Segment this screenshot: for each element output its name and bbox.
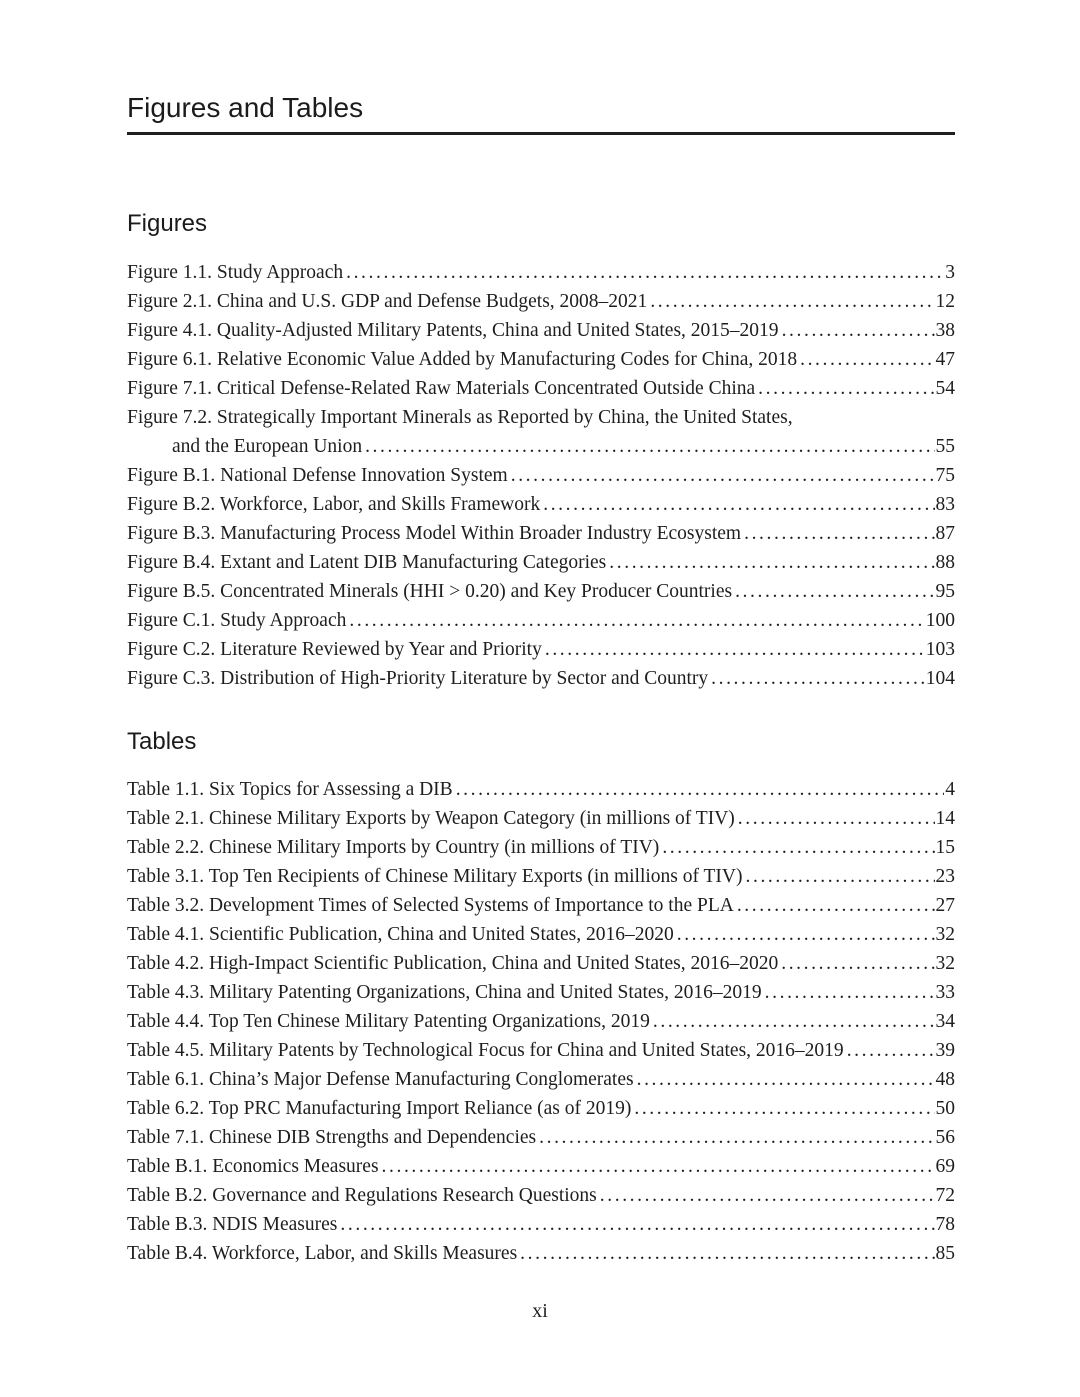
toc-entry-page-number: 54	[935, 378, 955, 399]
dot-leader	[349, 606, 924, 635]
toc-entry	[127, 548, 955, 577]
toc-entry-page-number: 75	[935, 465, 955, 486]
toc-entry	[127, 775, 955, 804]
page-title: Figures and Tables	[127, 92, 364, 123]
dot-leader	[847, 1036, 935, 1065]
toc-entry	[127, 461, 955, 490]
toc-entry	[127, 432, 955, 461]
toc-entry	[127, 1065, 955, 1094]
toc-entry	[127, 577, 955, 606]
toc-entry-page-number: 34	[935, 1011, 955, 1032]
toc-entry	[127, 804, 955, 833]
dot-leader	[744, 519, 934, 548]
toc-entry-page-number: 78	[935, 1214, 955, 1235]
toc-entry	[127, 891, 955, 920]
toc-entry-text: Figure C.3. Distribution of High-Priority Literature by Sector and Country	[127, 668, 709, 689]
toc-entry-text: Table B.2. Governance and Regulations Research Questions	[127, 1185, 597, 1206]
dot-leader	[520, 1239, 934, 1268]
toc-entry	[127, 490, 955, 519]
toc-entry-text: Figure B.2. Workforce, Labor, and Skills Framework	[127, 494, 541, 515]
title-rule	[127, 132, 955, 135]
toc-entry	[127, 374, 955, 403]
dot-leader	[746, 862, 935, 891]
figures-heading: Figures	[127, 210, 208, 237]
toc-entry-text: Table 3.1. Top Ten Recipients of Chinese Military Exports (in millions of TIV)	[127, 866, 743, 887]
toc-entry-text: Table B.1. Economics Measures	[127, 1156, 379, 1177]
dot-leader	[539, 1123, 934, 1152]
toc-entry-page-number: 85	[935, 1243, 955, 1264]
toc-entry-text: Table 3.2. Development Times of Selected Systems of Importance to the PLA	[127, 895, 734, 916]
dot-leader	[737, 891, 935, 920]
toc-entry-text: Figure C.1. Study Approach	[127, 610, 347, 631]
toc-entry-page-number: 15	[935, 837, 955, 858]
toc-entry-page-number: 88	[935, 552, 955, 573]
toc-entry	[127, 833, 955, 862]
page-content	[127, 0, 955, 1268]
toc-entry	[127, 978, 955, 1007]
toc-entry-text: Figure 1.1. Study Approach	[127, 262, 344, 283]
toc-entry-text: Figure 7.1. Critical Defense-Related Raw Materials Concentrated Outside China	[127, 378, 756, 399]
dot-leader	[758, 374, 934, 403]
toc-entry	[127, 287, 955, 316]
toc-entry-text: Figure 2.1. China and U.S. GDP and Defense Budgets, 2008–2021	[127, 291, 648, 312]
tables-heading: Tables	[127, 728, 197, 755]
toc-entry-text: Figure B.3. Manufacturing Process Model Within Broader Industry Ecosystem	[127, 523, 742, 544]
dot-leader	[765, 978, 935, 1007]
toc-entry-page-number: 55	[935, 436, 955, 457]
toc-entry-text: Figure 6.1. Relative Economic Value Added by Manufacturing Codes for China, 2018	[127, 349, 798, 370]
toc-entry-page-number: 72	[935, 1185, 955, 1206]
page-number: xi	[532, 1300, 548, 1322]
dot-leader	[650, 287, 934, 316]
toc-entry-text: Figure B.1. National Defense Innovation System	[127, 465, 508, 486]
toc-entry-page-number: 100	[925, 610, 955, 631]
toc-entry-page-number: 33	[935, 982, 955, 1003]
toc-entry	[127, 635, 955, 664]
toc-entry	[127, 316, 955, 345]
toc-entry-page-number: 32	[935, 953, 955, 974]
dot-leader	[711, 664, 925, 693]
toc-entry-text: Table 6.1. China’s Major Defense Manufacturing Conglomerates	[127, 1069, 634, 1090]
toc-entry-text: Table 4.1. Scientific Publication, China and United States, 2016–2020	[127, 924, 674, 945]
toc-entry-page-number: 104	[925, 668, 955, 689]
toc-entry-page-number: 27	[935, 895, 955, 916]
toc-entry-text: Figure B.4. Extant and Latent DIB Manufacturing Categories	[127, 552, 607, 573]
toc-entry-text: Figure C.2. Literature Reviewed by Year and Priority	[127, 639, 542, 660]
toc-entry-text: Figure 4.1. Quality-Adjusted Military Patents, China and United States, 2015–2019	[127, 320, 779, 341]
toc-entry	[127, 1036, 955, 1065]
dot-leader	[545, 635, 925, 664]
toc-entry-text: Table 4.5. Military Patents by Technological Focus for China and United States, 2016–2019	[127, 1040, 844, 1061]
dot-leader	[637, 1065, 935, 1094]
dot-leader	[346, 258, 944, 287]
toc-entry-page-number: 12	[935, 291, 955, 312]
toc-entry-page-number: 23	[935, 866, 955, 887]
toc-entry-text: and the European Union	[172, 436, 363, 457]
toc-entry-page-number: 39	[935, 1040, 955, 1061]
toc-entry	[127, 1152, 955, 1181]
toc-entry-page-number: 32	[935, 924, 955, 945]
dot-leader	[511, 461, 935, 490]
toc-entry	[127, 862, 955, 891]
toc-entry-page-number: 87	[935, 523, 955, 544]
toc-entry-text: Table 6.2. Top PRC Manufacturing Import Reliance (as of 2019)	[127, 1098, 632, 1119]
tables-list	[127, 775, 955, 1268]
toc-entry	[127, 1181, 955, 1210]
toc-entry	[127, 345, 955, 374]
figures-list	[127, 258, 955, 693]
toc-entry-text: Table 2.2. Chinese Military Imports by Country (in millions of TIV)	[127, 837, 660, 858]
toc-entry	[127, 1239, 955, 1268]
toc-entry-text: Table 7.1. Chinese DIB Strengths and Dependencies	[127, 1127, 537, 1148]
toc-entry-text: Table 4.2. High-Impact Scientific Publication, China and United States, 2016–2020	[127, 953, 779, 974]
dot-leader	[781, 949, 934, 978]
toc-entry	[127, 1123, 955, 1152]
toc-entry	[127, 949, 955, 978]
toc-entry-page-number: 3	[945, 262, 955, 283]
dot-leader	[738, 804, 935, 833]
dot-leader	[662, 833, 934, 862]
dot-leader	[653, 1007, 935, 1036]
toc-entry	[127, 403, 955, 432]
toc-entry	[127, 920, 955, 949]
toc-entry-text: Figure 7.2. Strategically Important Minerals as Reported by China, the United States,	[127, 407, 793, 428]
toc-entry	[127, 1210, 955, 1239]
dot-leader	[365, 432, 934, 461]
toc-entry	[127, 1007, 955, 1036]
toc-entry	[127, 1094, 955, 1123]
toc-entry-page-number: 69	[935, 1156, 955, 1177]
toc-entry-text: Table 1.1. Six Topics for Assessing a DIB	[127, 779, 453, 800]
toc-entry-text: Table 2.1. Chinese Military Exports by Weapon Category (in millions of TIV)	[127, 808, 735, 829]
dot-leader	[800, 345, 934, 374]
toc-entry-text: Table B.3. NDIS Measures	[127, 1214, 338, 1235]
dot-leader	[456, 775, 945, 804]
figures-section	[127, 209, 955, 693]
dot-leader	[634, 1094, 934, 1123]
dot-leader	[735, 577, 934, 606]
dot-leader	[382, 1152, 935, 1181]
toc-entry	[127, 606, 955, 635]
dot-leader	[677, 920, 935, 949]
tables-section	[127, 727, 955, 1268]
toc-entry-text: Table 4.3. Military Patenting Organizations, China and United States, 2016–2019	[127, 982, 762, 1003]
toc-entry-page-number: 47	[935, 349, 955, 370]
toc-entry-text: Figure B.5. Concentrated Minerals (HHI > 0.20) and Key Producer Countries	[127, 581, 733, 602]
toc-entry-text: Table 4.4. Top Ten Chinese Military Patenting Organizations, 2019	[127, 1011, 650, 1032]
toc-entry-page-number: 14	[935, 808, 955, 829]
toc-entry-page-number: 103	[925, 639, 955, 660]
toc-entry-page-number: 38	[935, 320, 955, 341]
toc-entry-page-number: 50	[935, 1098, 955, 1119]
toc-entry-page-number: 4	[945, 779, 955, 800]
dot-leader	[600, 1181, 935, 1210]
toc-entry-page-number: 83	[935, 494, 955, 515]
toc-entry-page-number: 95	[935, 581, 955, 602]
dot-leader	[543, 490, 934, 519]
toc-entry	[127, 519, 955, 548]
toc-entry-page-number: 48	[935, 1069, 955, 1090]
dot-leader	[609, 548, 934, 577]
dot-leader	[782, 316, 935, 345]
toc-entry-page-number: 56	[935, 1127, 955, 1148]
toc-entry	[127, 664, 955, 693]
toc-entry-text: Table B.4. Workforce, Labor, and Skills Measures	[127, 1243, 518, 1264]
toc-entry	[127, 258, 955, 287]
dot-leader	[340, 1210, 934, 1239]
